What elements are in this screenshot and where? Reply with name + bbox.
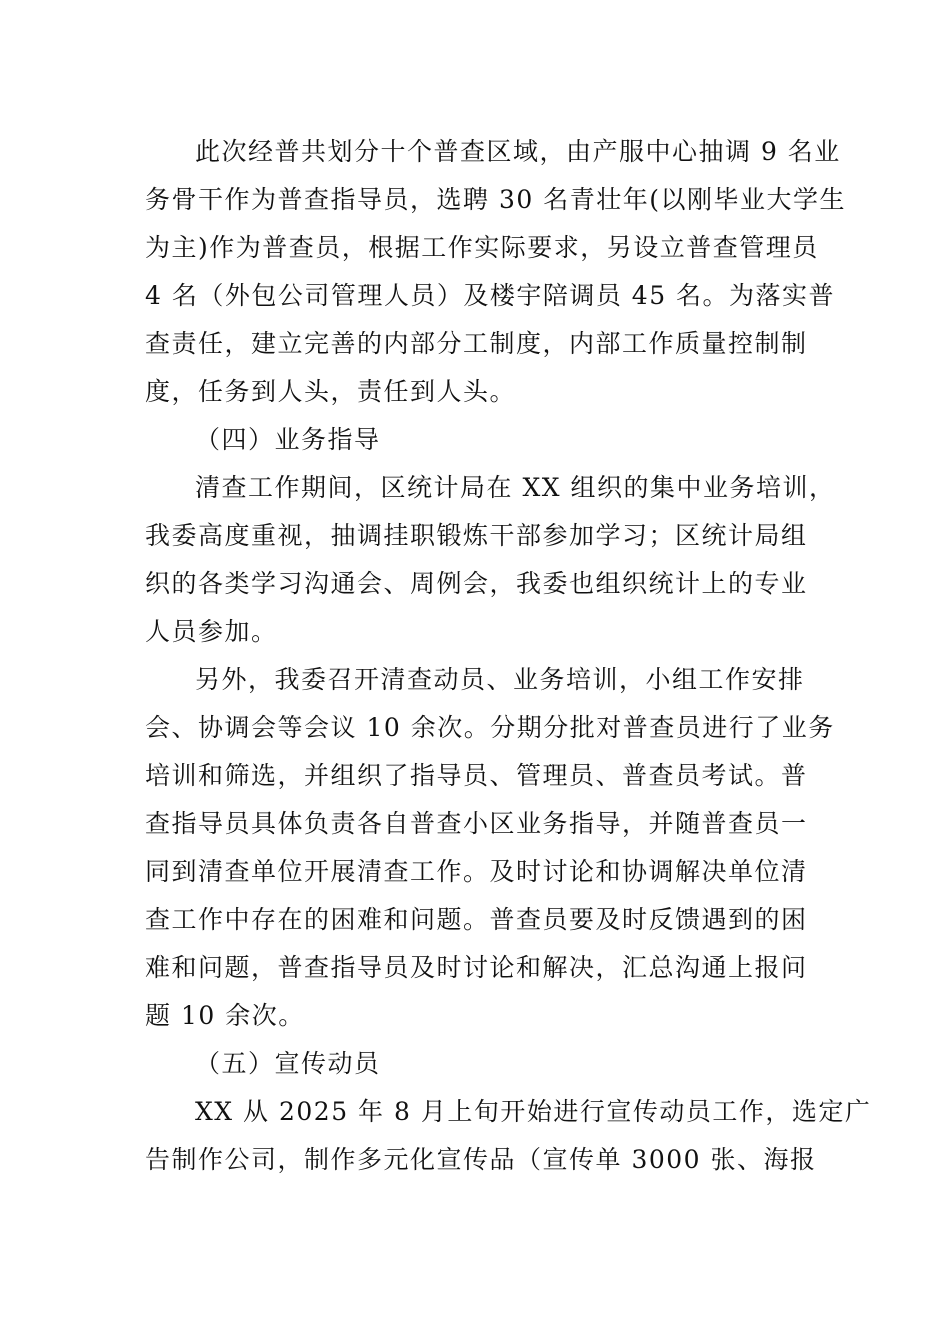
paragraph-line: 难和问题，普查指导员及时讨论和解决，汇总沟通上报问: [145, 953, 808, 982]
paragraph-staffing: [145, 128, 846, 416]
paragraph-line: 查工作中存在的困难和问题。普查员要及时反馈遇到的困: [145, 905, 808, 934]
paragraph-line: 4 名（外包公司管理人员）及楼宇陪调员 45 名。为落实普: [145, 281, 836, 310]
paragraph-line: 培训和筛选，并组织了指导员、管理员、普查员考试。普: [145, 761, 808, 790]
paragraph-publicity: [145, 1088, 872, 1184]
section-heading-business-guidance: （四）业务指导: [195, 425, 381, 454]
paragraph-line: 会、协调会等会议 10 余次。分期分批对普查员进行了业务: [145, 713, 835, 742]
paragraph-line: 务骨干作为普查指导员，选聘 30 名青壮年(以刚毕业大学生: [145, 185, 846, 214]
paragraph-line: 题 10 余次。: [145, 1001, 305, 1030]
paragraph-line: 为主)作为普查员，根据工作实际要求，另设立普查管理员: [145, 233, 819, 262]
paragraph-line: 度，任务到人头，责任到人头。: [145, 377, 517, 406]
paragraph-line: 人员参加。: [145, 617, 278, 646]
paragraph-training: [145, 464, 836, 656]
paragraph-line: 同到清查单位开展清查工作。及时讨论和协调解决单位清: [145, 857, 808, 886]
section-heading-publicity: （五）宣传动员: [195, 1049, 381, 1078]
paragraph-line: 我委高度重视，抽调挂职锻炼干部参加学习；区统计局组: [145, 521, 808, 550]
paragraph-line: 此次经普共划分十个普查区域，由产服中心抽调 9 名业: [195, 137, 841, 166]
paragraph-line: 查指导员具体负责各自普查小区业务指导，并随普查员一: [145, 809, 808, 838]
paragraph-meetings: [145, 656, 835, 1040]
paragraph-line: 查责任，建立完善的内部分工制度，内部工作质量控制制: [145, 329, 808, 358]
paragraph-line: 织的各类学习沟通会、周例会，我委也组织统计上的专业: [145, 569, 808, 598]
paragraph-line: 另外，我委召开清查动员、业务培训，小组工作安排: [195, 665, 805, 694]
paragraph-line: 清查工作期间，区统计局在 XX 组织的集中业务培训，: [195, 473, 836, 502]
paragraph-line: 告制作公司，制作多元化宣传品（宣传单 3000 张、海报: [145, 1145, 817, 1174]
document-body: [145, 128, 872, 1184]
paragraph-line: XX 从 2025 年 8 月上旬开始进行宣传动员工作，选定广: [195, 1097, 872, 1126]
